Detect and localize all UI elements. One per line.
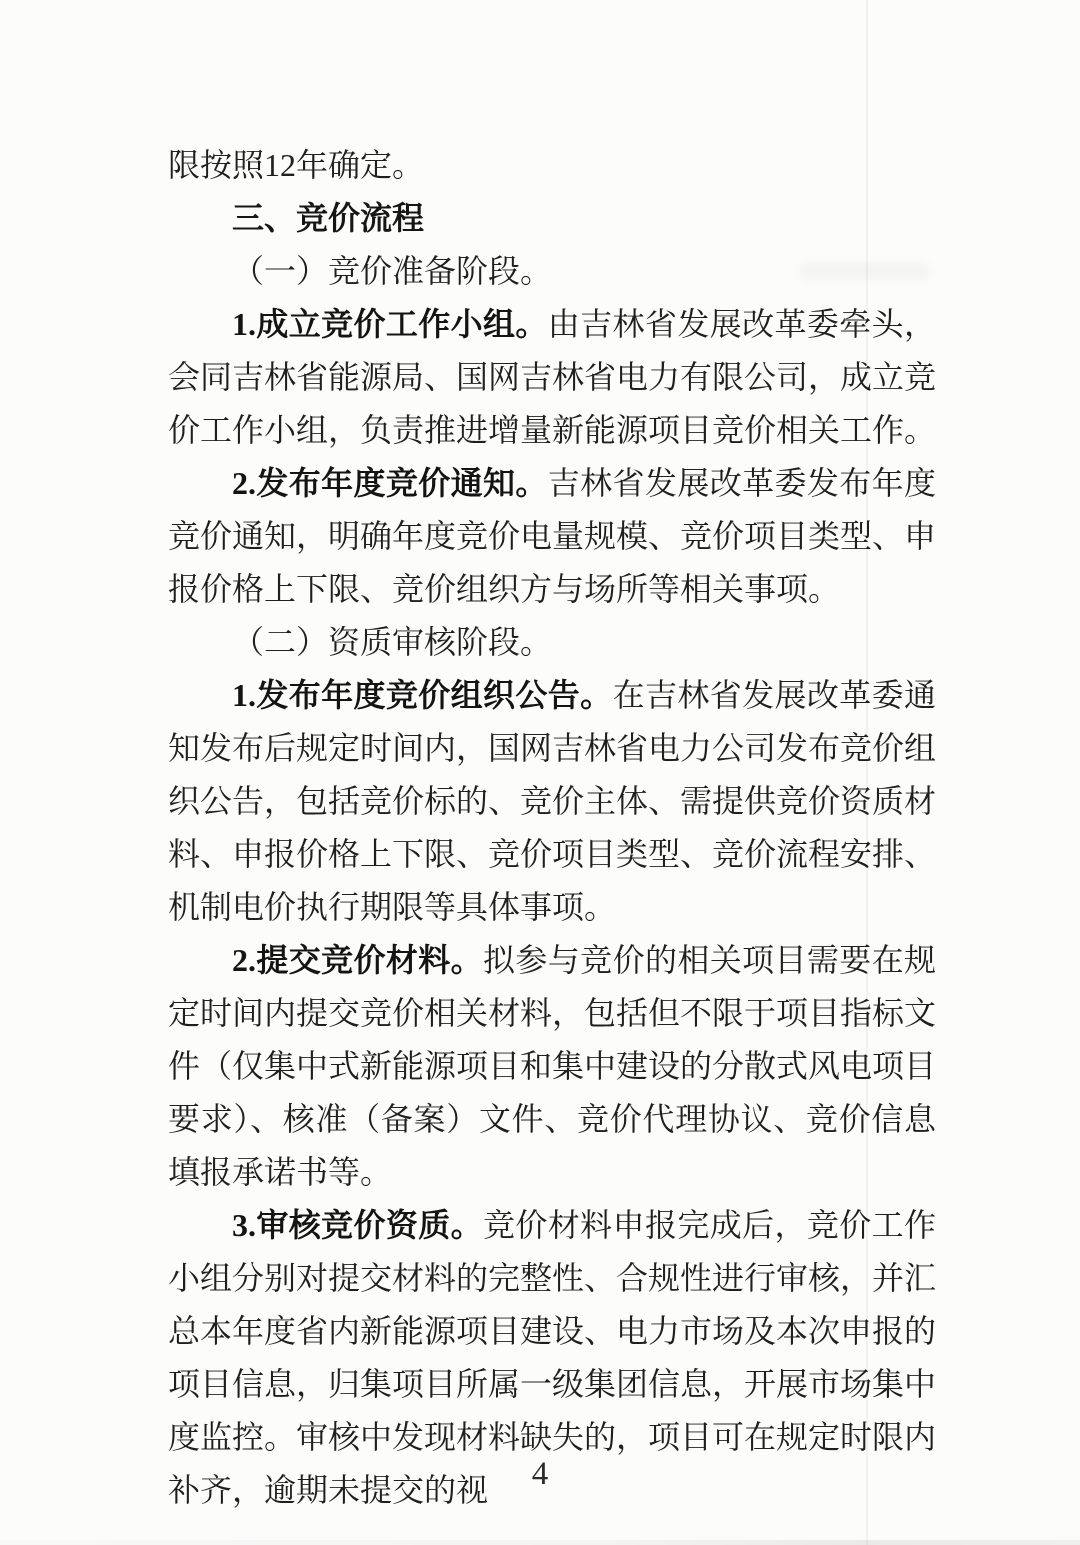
- paragraph-lead: 1.发布年度竞价组织公告。: [232, 677, 613, 713]
- paragraph-submit-bidding-materials: [168, 934, 936, 1199]
- paragraph-text: 由吉林省发展改革委牵头，会同吉林省能源局、国网吉林省电力有限公司，成立竞价工作小组，负责推进增量新能源项目竞价相关工作。: [168, 306, 937, 448]
- subsection-heading-qualification-review-stage: [168, 616, 936, 669]
- paragraph-lead: 3.审核竞价资质。: [232, 1207, 484, 1243]
- subsection-heading-preparation-stage: [168, 245, 936, 298]
- scan-artifact-bottom-edge: [0, 1540, 1080, 1545]
- paragraph-text: 竞价材料申报完成后，竞价工作小组分别对提交材料的完整性、合规性进行审核，并汇总本年度省内新能源项目建设、电力市场及本次申报的项目信息，归集项目所属一级集团信息，开展市场集中度监控。审核中发现材料缺失的，项目可在规定时限内补齐，逾期未提交的视: [168, 1207, 937, 1508]
- subsection-heading-text: （二）资质审核阶段。: [232, 624, 553, 660]
- paragraph-text: 吉林省发展改革委发布年度竞价通知，明确年度竞价电量规模、竞价项目类型、申报价格上下限、竞价组织方与场所等相关事项。: [168, 465, 937, 607]
- paragraph-lead: 2.提交竞价材料。: [232, 942, 484, 978]
- paragraph-lead: 1.成立竞价工作小组。: [232, 306, 548, 342]
- paragraph-annual-bidding-notice: [168, 457, 936, 616]
- paragraph-lead: 2.发布年度竞价通知。: [232, 465, 548, 501]
- paragraph-text: 在吉林省发展改革委通知发布后规定时间内，国网吉林省电力公司发布竞价组织公告，包括竞价标的、竞价主体、需提供竞价资质材料、申报价格上下限、竞价项目类型、竞价流程安排、机制电价执行期限等具体事项。: [168, 677, 937, 925]
- paragraph-text: 限按照12年确定。: [168, 147, 425, 183]
- section-heading-bidding-process: [168, 192, 936, 245]
- subsection-heading-text: （一）竞价准备阶段。: [232, 253, 553, 289]
- paragraph-text: 拟参与竞价的相关项目需要在规定时间内提交竞价相关材料，包括但不限于项目指标文件（仅集中式新能源项目和集中建设的分散式风电项目要求）、核准（备案）文件、竞价代理协议、竞价信息填报承诺书等。: [168, 942, 937, 1190]
- paragraph-bidding-organization-announcement: [168, 669, 936, 934]
- paragraph-establish-working-group: [168, 298, 936, 457]
- paragraph-continuation: [168, 139, 936, 192]
- page-number: 4: [531, 1456, 549, 1492]
- section-heading-text: 三、竞价流程: [232, 200, 425, 236]
- document-body: [168, 139, 936, 1517]
